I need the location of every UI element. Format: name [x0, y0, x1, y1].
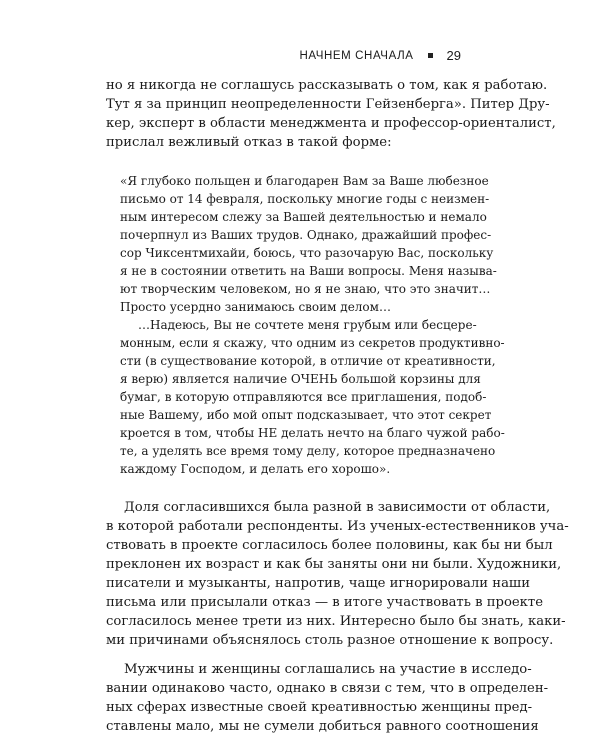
quote-line: …Надеюсь, Вы не сочтете меня грубым или бесцере-	[138, 318, 477, 332]
quote-line: бумаг, в которую отправляются все приглашения, подоб-	[120, 390, 487, 404]
quote-line: письмо от 14 февраля, поскольку многие годы с неизмен-	[120, 192, 490, 206]
text-line: писатели и музыканты, напротив, чаще игнорировали наши	[106, 576, 530, 591]
quote-line: Просто усердно занимаюсь своим делом…	[120, 300, 391, 314]
quote-line: монным, если я скажу, что одним из секретов продуктивно-	[120, 336, 505, 350]
paragraph-respondents	[106, 498, 569, 650]
intro-paragraph	[106, 76, 556, 152]
text-line: кер, эксперт в области менеджмента и профессор-ориенталист,	[106, 116, 556, 131]
text-line: ных сферах известные своей креативностью женщины пред-	[106, 700, 533, 715]
text-line: прислал вежливый отказ в такой форме:	[106, 135, 392, 150]
page-number: 29	[446, 48, 461, 63]
paragraph-gender	[106, 660, 549, 736]
text-line: ми причинами объяснялось столь разное отношение к вопросу.	[106, 633, 554, 648]
quote-line: сор Чиксентмихайи, боюсь, что разочарую Вас, поскольку	[120, 246, 494, 260]
quote-line: «Я глубоко польщен и благодарен Вам за Ваше любезное	[120, 174, 489, 188]
text-line: согласилось менее трети из них. Интересно было бы знать, каки-	[106, 614, 566, 629]
quote-line: почерпнул из Ваших трудов. Однако, дражайший профес-	[120, 228, 492, 242]
quote-line: я не в состоянии ответить на Ваши вопросы. Меня называ-	[120, 264, 497, 278]
quote-line: каждому Господом, и делать его хорошо».	[120, 462, 391, 476]
quote-line: я верю) является наличие ОЧЕНЬ большой корзины для	[120, 372, 481, 386]
running-header	[299, 48, 461, 63]
text-line: ствовать в проекте согласилось более половины, как бы ни был	[106, 538, 553, 553]
quote-line: ным интересом слежу за Вашей деятельностью и немало	[120, 210, 487, 224]
text-line: ставлены мало, мы не сумели добиться равного соотношения	[106, 719, 539, 734]
text-line: Доля согласившихся была разной в зависимости от области,	[124, 500, 551, 515]
text-line: в которой работали респонденты. Из ученых-естественников уча-	[106, 519, 569, 534]
chapter-title: НАЧНЕМ СНАЧАЛА	[299, 49, 414, 62]
text-line: но я никогда не соглашусь рассказывать о том, как я работаю.	[106, 78, 548, 93]
quote-line: кроется в том, чтобы НЕ делать нечто на благо чужой рабо-	[120, 426, 505, 440]
quote-line: ные Вашему, ибо мой опыт подсказывает, что этот секрет	[120, 408, 492, 422]
letter-quote	[120, 172, 505, 478]
page-body	[106, 76, 569, 736]
quote-line: те, а уделять все время тому делу, которое предназначено	[120, 444, 496, 458]
text-line: преклонен их возраст и как бы заняты они ни были. Художники,	[106, 557, 562, 572]
text-line: вании одинаково часто, однако в связи с тем, что в определен-	[106, 681, 549, 696]
text-line: Тут я за принцип неопределенности Гейзенберга». Питер Дру-	[106, 97, 550, 112]
quote-line: сти (в существование которой, в отличие от креативности,	[120, 354, 496, 368]
text-line: письма или присылали отказ — в итоге участвовать в проекте	[106, 595, 544, 610]
text-line: Мужчины и женщины соглашались на участие в исследо-	[124, 662, 532, 677]
quote-line: ют творческим человеком, но я не знаю, что это значит…	[120, 282, 491, 296]
square-bullet-icon	[428, 53, 433, 58]
